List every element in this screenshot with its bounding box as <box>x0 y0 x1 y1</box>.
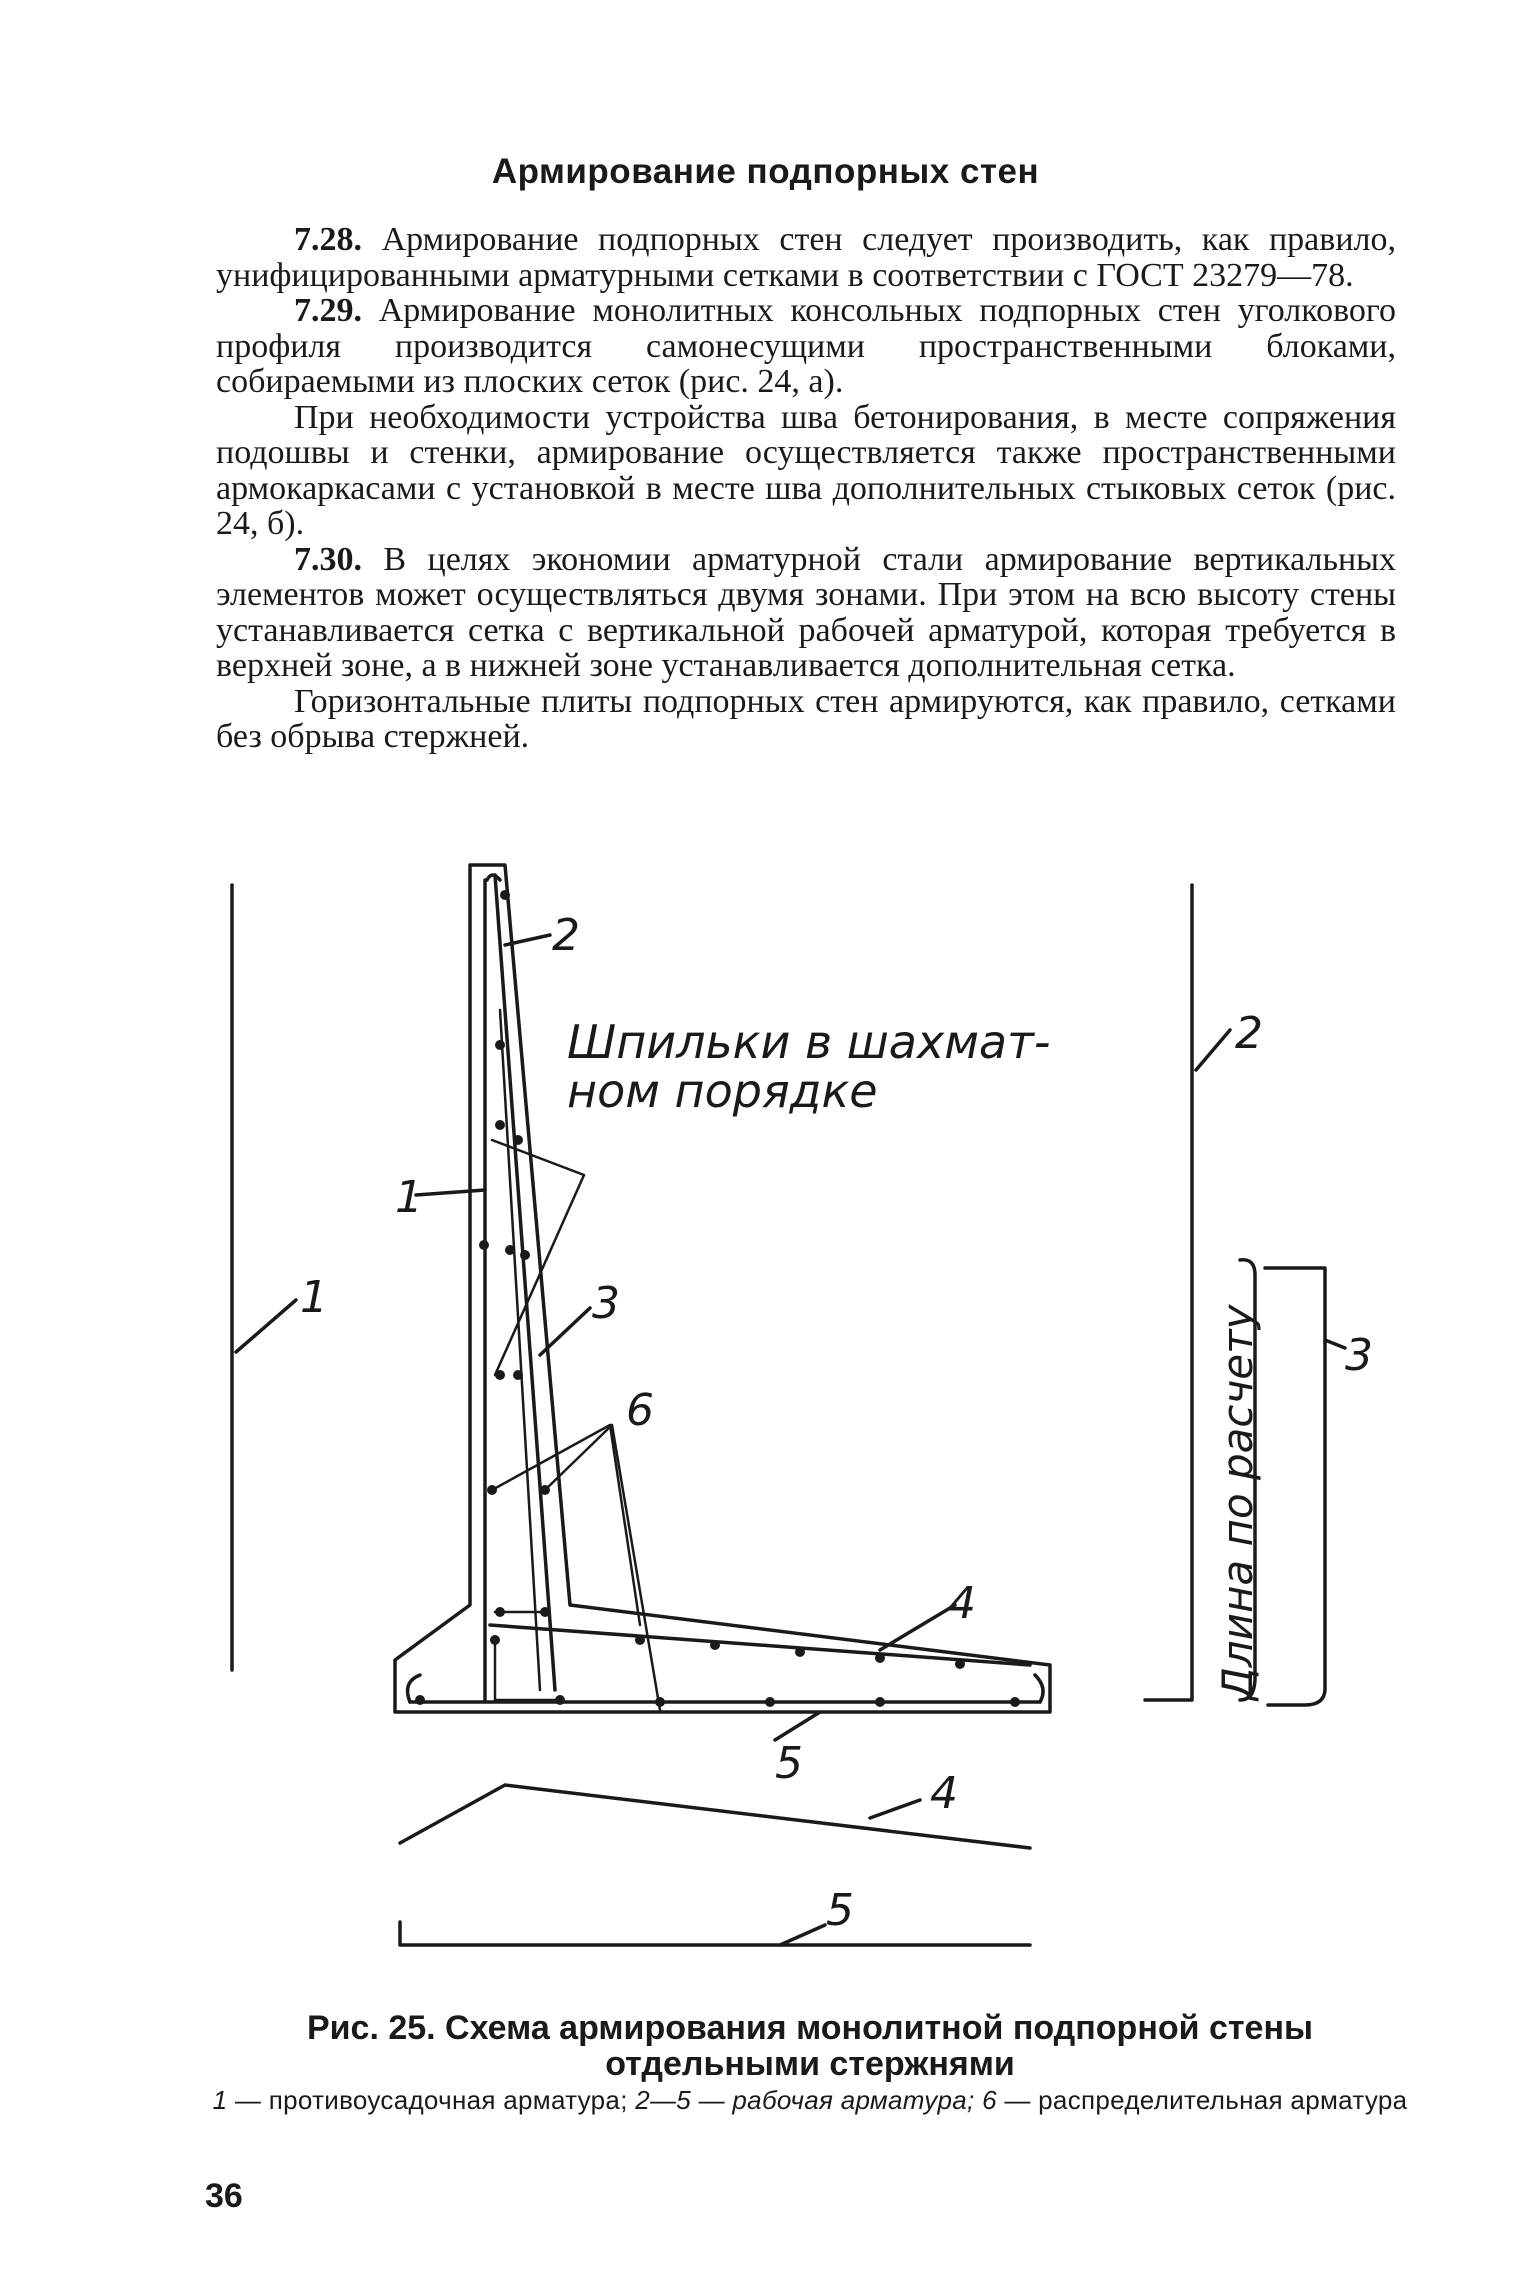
leader-3-right <box>1325 1340 1345 1348</box>
paragraph-number: 7.30. <box>294 540 362 578</box>
paragraph-number: 7.29. <box>294 292 362 329</box>
note-line-2: ном порядке <box>567 1064 878 1118</box>
bar-5-separate <box>400 1922 1030 1945</box>
label-4-wall: 4 <box>948 1578 976 1629</box>
bar-2-wall <box>495 875 555 1690</box>
paragraph-text: Армирование монолитных консольных подпорных стен уголкового профиля производится самонесущими пространственными блоками, собираемыми из плоских сеток (рис. 24, а). <box>216 292 1396 400</box>
label-5-separate: 5 <box>826 1885 854 1936</box>
label-3-wall: 3 <box>592 1278 620 1329</box>
leader-1-left <box>236 1300 296 1352</box>
legend-number: 6 <box>982 2085 997 2115</box>
label-2-right: 2 <box>1235 1008 1263 1059</box>
leader-6-a <box>492 1425 610 1490</box>
figure-caption: Рис. 25. Схема армирования монолитной подпорной стены отдельными стержнями <box>306 2009 1314 2083</box>
leader-4-separate <box>870 1800 920 1818</box>
paragraph-text: Армирование подпорных стен следует производить, как правило, унифицированными арматурными сетками в соответствии с ГОСТ 23279—78. <box>216 221 1396 294</box>
leader-6-d <box>612 1425 660 1710</box>
note-line-1: Шпильки в шахмат- <box>567 1015 1051 1069</box>
label-5-wall: 5 <box>775 1738 803 1789</box>
leader-4-wall <box>880 1605 955 1650</box>
length-label: Длина по расчету <box>1213 1304 1262 1700</box>
paragraph-text: При необходимости устройства шва бетонирования, в месте сопряжения подошвы и стенки, армирование осуществляется также пространственными армокаркасами с установкой в месте шва дополнительных стыковых сеток (рис. 24, б). <box>216 398 1396 542</box>
paragraph-text: В целях экономии арматурной стали армирование вертикальных элементов может осуществляться двумя зонами. При этом на всю высоту стены устанавливается сетка с вертикальной рабочей арматурой, которая требуется в верхней зоне, а в нижней зоне устанавливается дополнительная сетка. <box>216 540 1396 684</box>
legend-number: 2—5 <box>635 2085 692 2115</box>
legend-text: — рабочая арматура; <box>691 2085 983 2115</box>
leader-2-right <box>1196 1030 1230 1070</box>
label-1-left: 1 <box>300 1272 328 1323</box>
page-number: 36 <box>205 2177 243 2215</box>
paragraph-text: Горизонтальные плиты подпорных стен армируются, как правило, сетками без обрыва стержней. <box>216 682 1396 755</box>
bar-2-right <box>1145 885 1192 1700</box>
label-1-wall: 1 <box>395 1172 423 1223</box>
leader-5-separate <box>780 1925 825 1945</box>
label-3-right: 3 <box>1345 1330 1373 1381</box>
figure-legend <box>210 2085 1410 2115</box>
label-6: 6 <box>626 1385 654 1436</box>
leader-5-wall <box>775 1712 820 1740</box>
label-4-separate: 4 <box>930 1768 958 1819</box>
legend-number: 1 <box>212 2085 228 2115</box>
section-title: Армирование подпорных стен <box>491 152 1040 191</box>
legend-text: — распределительная арматура <box>996 2085 1408 2115</box>
leader-6-c <box>610 1425 640 1625</box>
paragraph-number: 7.28. <box>294 221 362 258</box>
bar-4-slab <box>490 1625 1030 1665</box>
legend-text: — противоусадочная арматура; <box>227 2085 636 2115</box>
label-2-wall: 2 <box>552 910 580 961</box>
bar-hook-right <box>1035 1675 1043 1702</box>
bracket-3-right <box>1265 1268 1325 1705</box>
leader-1-wall <box>416 1190 485 1195</box>
